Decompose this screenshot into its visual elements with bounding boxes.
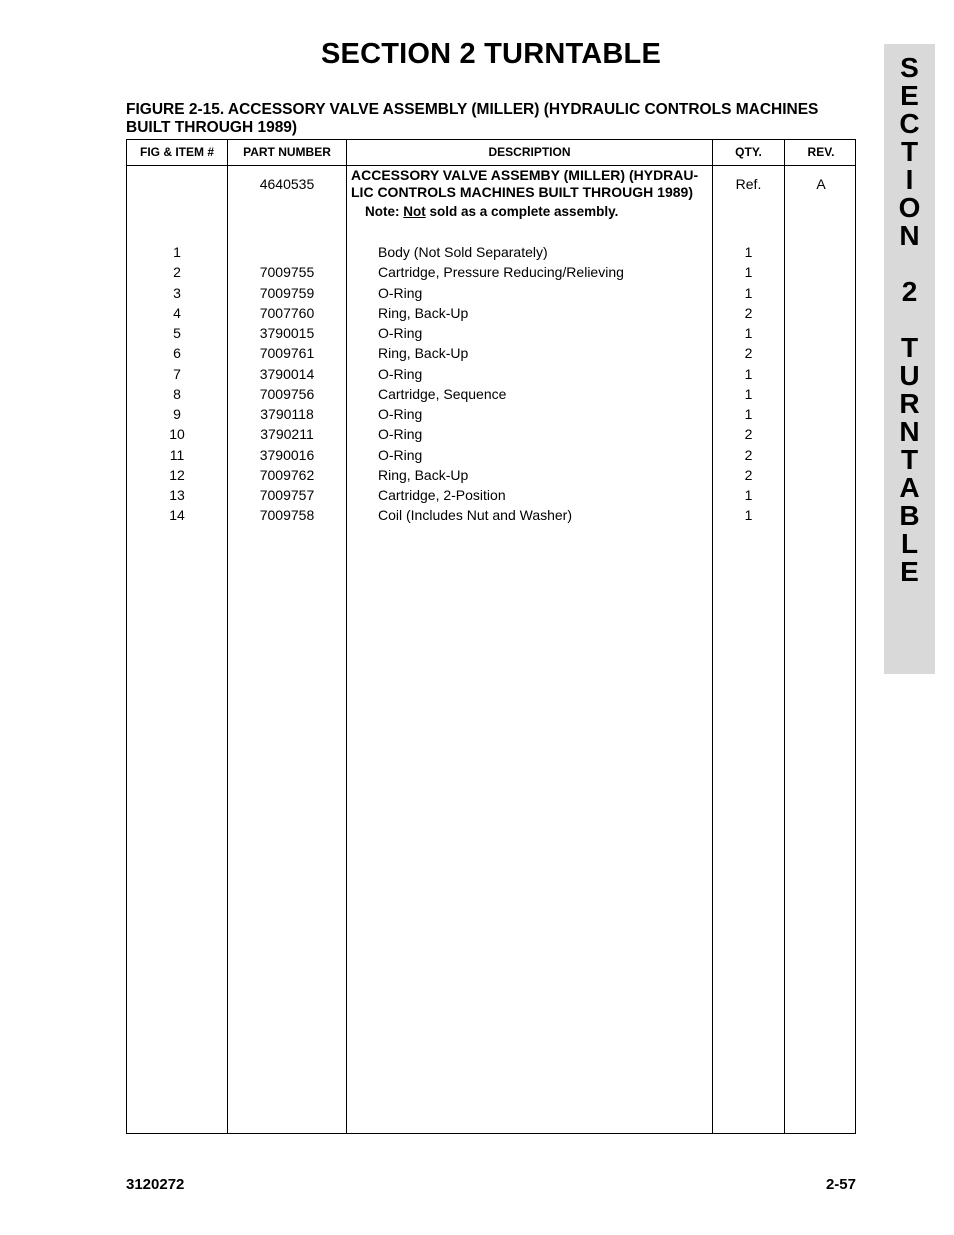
part-description: Coil (Includes Nut and Washer) <box>378 507 573 523</box>
part-qty: 1 <box>744 285 753 301</box>
item-number: 4 <box>173 305 181 321</box>
part-qty: 1 <box>744 386 753 402</box>
part-description: O-Ring <box>378 406 423 422</box>
part-description: Body (Not Sold Separately) <box>378 244 548 260</box>
side-tab-letter: C <box>899 108 920 139</box>
item-number: 14 <box>169 507 185 523</box>
part-description: O-Ring <box>378 285 423 301</box>
side-tab-letter: E <box>900 80 919 111</box>
column-header-qty: QTY. <box>735 145 762 159</box>
part-description: O-Ring <box>378 447 423 463</box>
part-qty: 2 <box>744 345 753 361</box>
part-qty: 2 <box>744 447 753 463</box>
assembly-description-line2: LIC CONTROLS MACHINES BUILT THROUGH 1989) <box>351 184 693 200</box>
part-number: 3790211 <box>260 426 314 442</box>
part-description: O-Ring <box>378 325 423 341</box>
part-number: 7007760 <box>259 305 315 321</box>
part-number: 7009756 <box>259 386 315 402</box>
header-divider <box>127 165 855 166</box>
item-number: 2 <box>173 264 181 280</box>
part-qty: 1 <box>744 366 753 382</box>
item-number: 3 <box>173 285 181 301</box>
column-header-description: DESCRIPTION <box>488 145 571 159</box>
assembly-qty: Ref. <box>735 176 762 192</box>
side-tab-letter: L <box>900 528 919 559</box>
part-description: Cartridge, Sequence <box>378 386 507 402</box>
part-description: Ring, Back-Up <box>378 345 469 361</box>
figure-title <box>126 101 856 137</box>
part-qty: 1 <box>744 487 753 503</box>
item-number: 13 <box>169 487 185 503</box>
side-tab-letter: T <box>900 332 919 363</box>
part-qty: 1 <box>744 264 753 280</box>
assembly-rev: A <box>816 176 826 192</box>
assembly-description-line1: ACCESSORY VALVE ASSEMBY (MILLER) (HYDRAU- <box>351 167 699 183</box>
side-tab-letter: N <box>899 416 920 447</box>
part-qty: 1 <box>744 325 753 341</box>
side-tab-letter: O <box>898 192 921 223</box>
note-label: Note: <box>365 204 404 219</box>
item-number: 5 <box>173 325 181 341</box>
note-text: sold as a complete assembly. <box>425 204 619 219</box>
part-qty: 1 <box>744 507 753 523</box>
side-tab-letter: E <box>900 556 919 587</box>
item-number: 11 <box>169 447 185 463</box>
column-header-rev: REV. <box>807 145 835 159</box>
item-number: 10 <box>169 426 185 442</box>
part-description: Ring, Back-Up <box>378 467 469 483</box>
part-description: Cartridge, Pressure Reducing/Relieving <box>378 264 624 280</box>
part-description: O-Ring <box>378 426 423 442</box>
side-tab-letter: T <box>900 444 919 475</box>
item-number: 7 <box>173 366 181 382</box>
side-tab-letter: U <box>899 360 920 391</box>
figure-title-line2: BUILT THROUGH 1989) <box>126 119 298 136</box>
side-tab-letter: A <box>899 472 920 503</box>
item-number: 8 <box>173 386 181 402</box>
assembly-description <box>351 167 698 201</box>
part-number: 3790015 <box>259 325 315 341</box>
part-qty: 2 <box>744 426 753 442</box>
item-number: 12 <box>169 467 185 483</box>
item-number: 9 <box>173 406 181 422</box>
doc-number: 3120272 <box>126 1176 185 1193</box>
side-tab-letter: N <box>899 220 920 251</box>
side-tab-letter: R <box>899 388 920 419</box>
part-qty: 2 <box>744 305 753 321</box>
note-emphasis: Not <box>403 204 426 219</box>
part-description: O-Ring <box>378 366 423 382</box>
column-header-item: FIG & ITEM # <box>139 145 214 159</box>
part-number: 3790118 <box>260 406 314 422</box>
assembly-note <box>365 203 618 220</box>
part-number: 7009759 <box>259 285 315 301</box>
side-tab-letter: 2 <box>901 276 918 307</box>
side-tab-letter: S <box>900 52 919 83</box>
part-description: Cartridge, 2-Position <box>378 487 506 503</box>
figure-title-line1: FIGURE 2-15. ACCESSORY VALVE ASSEMBLY (MILLER) (HYDRAULIC CONTROLS MACHINES <box>126 101 819 118</box>
part-number: 7009762 <box>259 467 315 483</box>
assembly-part-number: 4640535 <box>259 176 315 192</box>
side-tab-letter: T <box>900 136 919 167</box>
part-qty: 1 <box>744 406 753 422</box>
part-number: 7009761 <box>259 345 315 361</box>
item-number: 1 <box>173 244 181 260</box>
part-number: 7009758 <box>259 507 315 523</box>
section-side-tab <box>884 44 935 674</box>
part-number: 7009755 <box>259 264 315 280</box>
side-tab-letter: I <box>905 164 914 195</box>
part-number: 7009757 <box>259 487 315 503</box>
part-number: 3790016 <box>259 447 315 463</box>
part-description: Ring, Back-Up <box>378 305 469 321</box>
section-title: SECTION 2 TURNTABLE <box>321 38 661 70</box>
column-divider <box>784 140 785 1133</box>
part-qty: 2 <box>744 467 753 483</box>
column-header-part-number: PART NUMBER <box>243 145 331 159</box>
part-qty: 1 <box>744 244 753 260</box>
parts-table <box>126 139 856 1134</box>
item-number: 6 <box>173 345 181 361</box>
side-tab-letter: B <box>899 500 920 531</box>
page-number: 2-57 <box>825 1176 856 1193</box>
column-divider <box>346 140 347 1133</box>
part-number: 3790014 <box>259 366 315 382</box>
